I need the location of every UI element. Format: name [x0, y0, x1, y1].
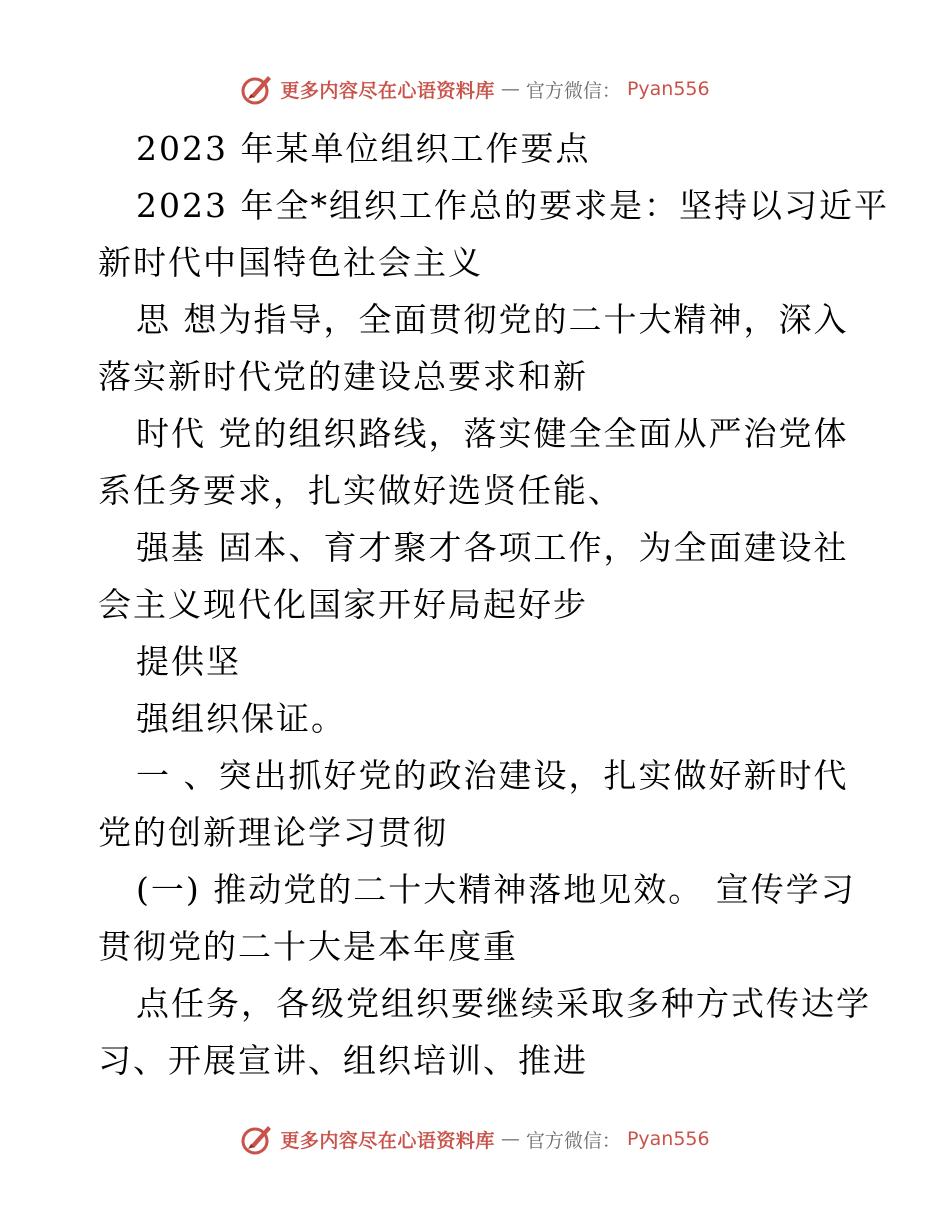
watermark-wechat-label: 官方微信： — [525, 1129, 621, 1152]
text-line: 一 、突出抓好党的政治建设，扎实做好新时代 — [136, 756, 849, 795]
text-line: 时代 党的组织路线，落实健全全面从严治党体 — [136, 414, 849, 453]
watermark-separator: — — [500, 78, 520, 100]
text-line: 落实新时代党的建设总要求和新 — [98, 357, 588, 396]
text-line: 系任务要求，扎实做好选贤任能、 — [98, 471, 623, 510]
text-line: 党的创新理论学习贯彻 — [98, 813, 448, 852]
watermark-header — [0, 72, 950, 106]
text-line: 会主义现代化国家开好局起好步 — [98, 585, 588, 624]
text-line: 新时代中国特色社会主义 — [98, 243, 483, 282]
document-body — [98, 120, 889, 1089]
text-line: 习、开展宣讲、组织培训、推进 — [98, 1041, 588, 1080]
text-line: 点任务，各级党组织要继续采取多种方式传达学 — [136, 984, 871, 1023]
watermark-separator: — — [500, 1128, 520, 1150]
watermark-wechat-label: 官方微信： — [525, 79, 621, 102]
watermark-wechat-id: Pyan556 — [626, 1128, 710, 1150]
text-line: 强基 固本、育才聚才各项工作，为全面建设社 — [136, 528, 849, 567]
text-line: 强组织保证。 — [136, 699, 346, 738]
watermark-wechat-id: Pyan556 — [626, 78, 710, 100]
text-line: 2023 年某单位组织工作要点 — [136, 129, 591, 168]
quill-logo-icon — [240, 72, 274, 106]
text-line: 提供坚 — [136, 642, 241, 681]
text-line: (一) 推动党的二十大精神落地见效。 宣传学习 — [136, 870, 856, 909]
text-line: 2023 年全*组织工作总的要求是：坚持以习近平 — [136, 186, 889, 225]
watermark-main-text: 更多内容尽在心语资料库 — [280, 1129, 495, 1152]
text-line: 贯彻党的二十大是本年度重 — [98, 927, 518, 966]
watermark-footer — [0, 1122, 950, 1156]
text-line: 思 想为指导，全面贯彻党的二十大精神，深入 — [136, 300, 849, 339]
watermark-main-text: 更多内容尽在心语资料库 — [280, 79, 495, 102]
quill-logo-icon — [240, 1122, 274, 1156]
